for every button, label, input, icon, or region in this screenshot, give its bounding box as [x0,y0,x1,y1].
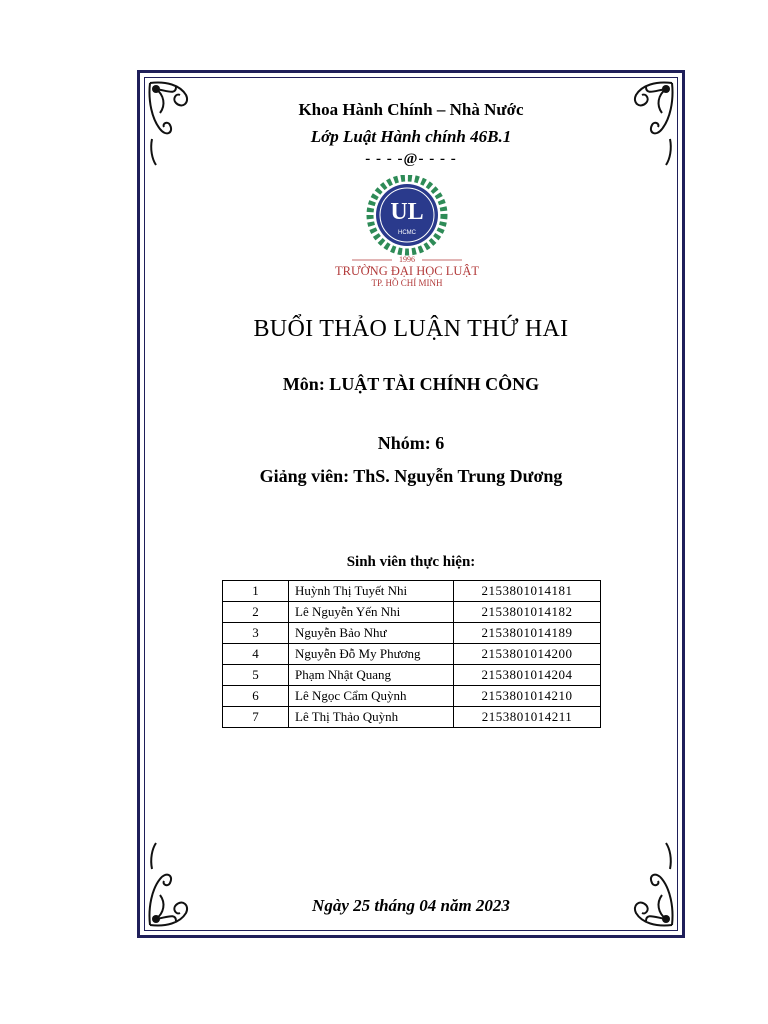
student-id: 2153801014210 [454,686,601,707]
logo-initials: UL [390,199,424,225]
logo-year: 1996 [399,255,415,264]
table-row [223,665,601,686]
group-number: Nhóm: 6 [377,433,445,453]
student-id: 2153801014182 [454,602,601,623]
class-name: Lớp Luật Hành chính 46B.1 [310,127,512,146]
faculty-name: Khoa Hành Chính – Nhà Nước [298,100,524,119]
students-table [222,580,601,728]
table-row [223,602,601,623]
lecturer-name: Giảng viên: ThS. Nguyễn Trung Dương [259,466,563,486]
student-id: 2153801014200 [454,644,601,665]
student-number: 4 [223,644,289,665]
student-id: 2153801014211 [454,707,601,728]
table-row [223,686,601,707]
student-name: Lê Nguyễn Yến Nhi [289,602,454,623]
table-row [223,623,601,644]
student-id: 2153801014204 [454,665,601,686]
students-label: Sinh viên thực hiện: [346,554,476,570]
document-date: Ngày 25 tháng 04 năm 2023 [312,896,510,915]
logo-school-name: TRƯỜNG ĐẠI HỌC LUẬT [334,264,480,278]
student-number: 5 [223,665,289,686]
logo-school-city: TP. HỒ CHÍ MINH [371,278,443,288]
student-name: Huỳnh Thị Tuyết Nhi [289,581,454,602]
logo-city-code: HCMC [398,230,416,236]
document-title: BUỔI THẢO LUẬN THỨ HAI [253,316,569,342]
student-name: Nguyễn Bảo Như [289,623,454,644]
student-number: 1 [223,581,289,602]
student-name: Nguyễn Đỗ My Phương [289,644,454,665]
student-number: 3 [223,623,289,644]
table-row [223,644,601,665]
table-row [223,707,601,728]
student-name: Lê Ngọc Cẩm Quỳnh [289,686,454,707]
student-number: 7 [223,707,289,728]
student-name: Lê Thị Thảo Quỳnh [289,707,454,728]
subject-line: Môn: LUẬT TÀI CHÍNH CÔNG [282,374,540,394]
student-number: 6 [223,686,289,707]
university-logo [322,175,492,290]
student-id: 2153801014189 [454,623,601,644]
divider-ornament: - - - -@- - - - [365,151,457,167]
student-number: 2 [223,602,289,623]
table-row [223,581,601,602]
student-name: Phạm Nhật Quang [289,665,454,686]
student-id: 2153801014181 [454,581,601,602]
